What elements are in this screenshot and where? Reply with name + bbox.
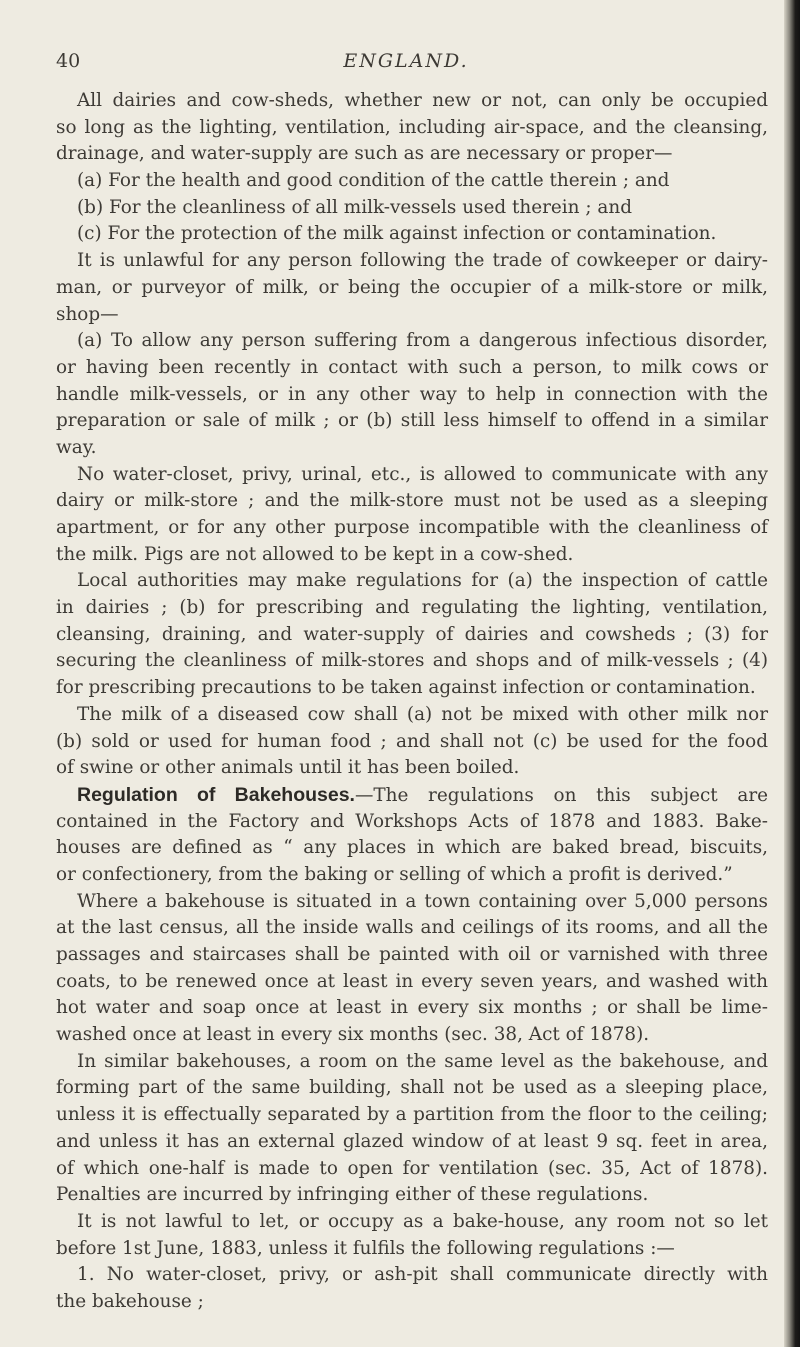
line-text: Where a bakehouse is situated in a town containing over 5,000 persons bbox=[77, 890, 768, 912]
text-line bbox=[56, 568, 768, 595]
text-line bbox=[56, 675, 768, 702]
line-text: before 1st June, 1883, unless it fulfils the following regulations :— bbox=[56, 1237, 675, 1259]
text-line bbox=[56, 1262, 768, 1289]
text-line bbox=[56, 969, 768, 996]
line-text: (b) For the cleanliness of all milk-vessels used therein ; and bbox=[77, 196, 632, 218]
text-line bbox=[56, 435, 768, 462]
running-head: ENGLAND. bbox=[343, 50, 469, 72]
line-text: the milk. Pigs are not allowed to be kept in a cow-shed. bbox=[56, 543, 574, 565]
text-line bbox=[56, 275, 768, 302]
line-text: forming part of the same building, shall not be used as a sleeping place, bbox=[56, 1077, 768, 1099]
line-text: shop— bbox=[56, 303, 119, 325]
line-text: cleansing, draining, and water-supply of dairies and cowsheds ; (3) for bbox=[56, 623, 768, 645]
text-line bbox=[56, 1209, 768, 1236]
text-line bbox=[56, 542, 768, 569]
line-text: or having been recently in contact with such a person, to milk cows or bbox=[56, 356, 768, 378]
text-line bbox=[56, 755, 768, 782]
text-line bbox=[56, 595, 768, 622]
text-line bbox=[56, 702, 768, 729]
line-text: (a) To allow any person suffering from a dangerous infectious disorder, bbox=[77, 330, 768, 352]
text-line bbox=[56, 995, 768, 1022]
line-text: Local authorities may make regulations for (a) the inspection of cattle bbox=[77, 570, 768, 592]
text-line bbox=[56, 1129, 768, 1156]
line-text: drainage, and water-supply are such as are necessary or proper— bbox=[56, 143, 673, 165]
text-line bbox=[56, 1102, 768, 1129]
section-heading: Regulation of Bakehouses. bbox=[77, 783, 355, 806]
line-text: (a) For the health and good condition of the cattle therein ; and bbox=[77, 170, 670, 192]
line-text: of swine or other animals until it has been boiled. bbox=[56, 757, 520, 779]
line-text: dairy or milk-store ; and the milk-store must not be used as a sleeping bbox=[56, 490, 768, 512]
text-line bbox=[56, 1289, 768, 1316]
line-text: or confectionery, from the baking or selling of which a profit is derived.” bbox=[56, 863, 733, 885]
text-line bbox=[56, 1049, 768, 1076]
line-text: securing the cleanliness of milk-stores and shops and of milk-vessels ; (4) bbox=[56, 650, 768, 672]
text-line bbox=[56, 382, 768, 409]
text-line bbox=[56, 195, 768, 222]
line-text: (b) sold or used for human food ; and shall not (c) be used for the food bbox=[56, 730, 768, 752]
text-line bbox=[56, 648, 768, 675]
line-text: handle milk-vessels, or in any other way to help in connection with the bbox=[56, 383, 768, 405]
text-line bbox=[56, 515, 768, 542]
line-text: The milk of a diseased cow shall (a) not be mixed with other milk nor bbox=[77, 703, 768, 725]
line-text: passages and staircases shall be painted with oil or varnished with three bbox=[56, 944, 768, 965]
line-text: the bakehouse ; bbox=[56, 1290, 204, 1312]
text-line bbox=[56, 408, 768, 435]
line-text: hot water and soap once at least in every six months ; or shall be lime- bbox=[56, 997, 768, 1019]
text-line bbox=[56, 622, 768, 649]
line-text: of which one-half is made to open for ventilation (sec. 35, Act of 1878). bbox=[56, 1157, 768, 1179]
line-text: way. bbox=[56, 436, 97, 458]
line-text: In similar bakehouses, a room on the same level as the bakehouse, and bbox=[77, 1050, 768, 1072]
text-line bbox=[56, 88, 768, 115]
text-line bbox=[56, 809, 768, 836]
line-text: All dairies and cow-sheds, whether new or not, can only be occupied bbox=[77, 90, 768, 111]
line-text: unless it is effectually separated by a partition from the floor to the ceiling; bbox=[56, 1104, 768, 1126]
line-text: washed once at least in every six months (sec. 38, Act of 1878). bbox=[56, 1024, 650, 1046]
text-line bbox=[56, 1156, 768, 1183]
text-line bbox=[56, 168, 768, 195]
line-text: It is unlawful for any person following the trade of cowkeeper or dairy- bbox=[77, 250, 768, 272]
text-line bbox=[56, 221, 768, 248]
page-edge-shadow bbox=[784, 0, 800, 1347]
text-line bbox=[56, 1182, 768, 1209]
text-line bbox=[56, 942, 768, 969]
line-text: apartment, or for any other purpose incompatible with the cleanliness of bbox=[56, 517, 768, 538]
line-text: at the last census, all the inside walls and ceilings of its rooms, and all the bbox=[56, 917, 768, 939]
text-line bbox=[56, 835, 768, 862]
line-text: so long as the lighting, ventilation, including air-space, and the cleansing, bbox=[56, 116, 768, 138]
page-header bbox=[56, 48, 756, 78]
text-line bbox=[56, 729, 768, 756]
line-text: preparation or sale of milk ; or (b) still less himself to offend in a similar bbox=[56, 410, 768, 432]
line-text: 1. No water-closet, privy, or ash-pit shall communicate directly with bbox=[77, 1264, 768, 1286]
text-line bbox=[56, 782, 768, 809]
line-text: contained in the Factory and Workshops Acts of 1878 and 1883. Bake- bbox=[56, 810, 768, 832]
page-body bbox=[56, 88, 768, 1316]
line-text: coats, to be renewed once at least in every seven years, and washed with bbox=[56, 970, 768, 992]
text-line bbox=[56, 115, 768, 142]
page-number: 40 bbox=[56, 50, 81, 72]
line-text: in dairies ; (b) for prescribing and regulating the lighting, ventilation, bbox=[56, 597, 768, 619]
line-text: Penalties are incurred by infringing either of these regulations. bbox=[56, 1184, 649, 1206]
text-line bbox=[56, 488, 768, 515]
line-text: —The regulations on this subject are bbox=[354, 784, 768, 806]
line-text: for prescribing precautions to be taken against infection or contamination. bbox=[56, 677, 756, 699]
line-text: (c) For the protection of the milk against infection or contamination. bbox=[77, 223, 717, 245]
line-text: and unless it has an external glazed window of at least 9 sq. feet in area, bbox=[56, 1130, 768, 1152]
text-line bbox=[56, 1236, 768, 1263]
text-line bbox=[56, 915, 768, 942]
text-line bbox=[56, 302, 768, 329]
line-text: man, or purveyor of milk, or being the occupier of a milk-store or milk, bbox=[56, 276, 768, 298]
text-line bbox=[56, 328, 768, 355]
line-text: No water-closet, privy, urinal, etc., is allowed to communicate with any bbox=[77, 463, 768, 485]
line-text: It is not lawful to let, or occupy as a bake-house, any room not so let bbox=[77, 1210, 768, 1232]
text-line bbox=[56, 1022, 768, 1049]
text-line bbox=[56, 889, 768, 916]
text-line bbox=[56, 355, 768, 382]
text-line bbox=[56, 462, 768, 489]
text-line bbox=[56, 1075, 768, 1102]
text-line bbox=[56, 141, 768, 168]
text-line bbox=[56, 248, 768, 275]
line-text: houses are defined as “ any places in which are baked bread, biscuits, bbox=[56, 837, 768, 859]
text-line bbox=[56, 862, 768, 889]
